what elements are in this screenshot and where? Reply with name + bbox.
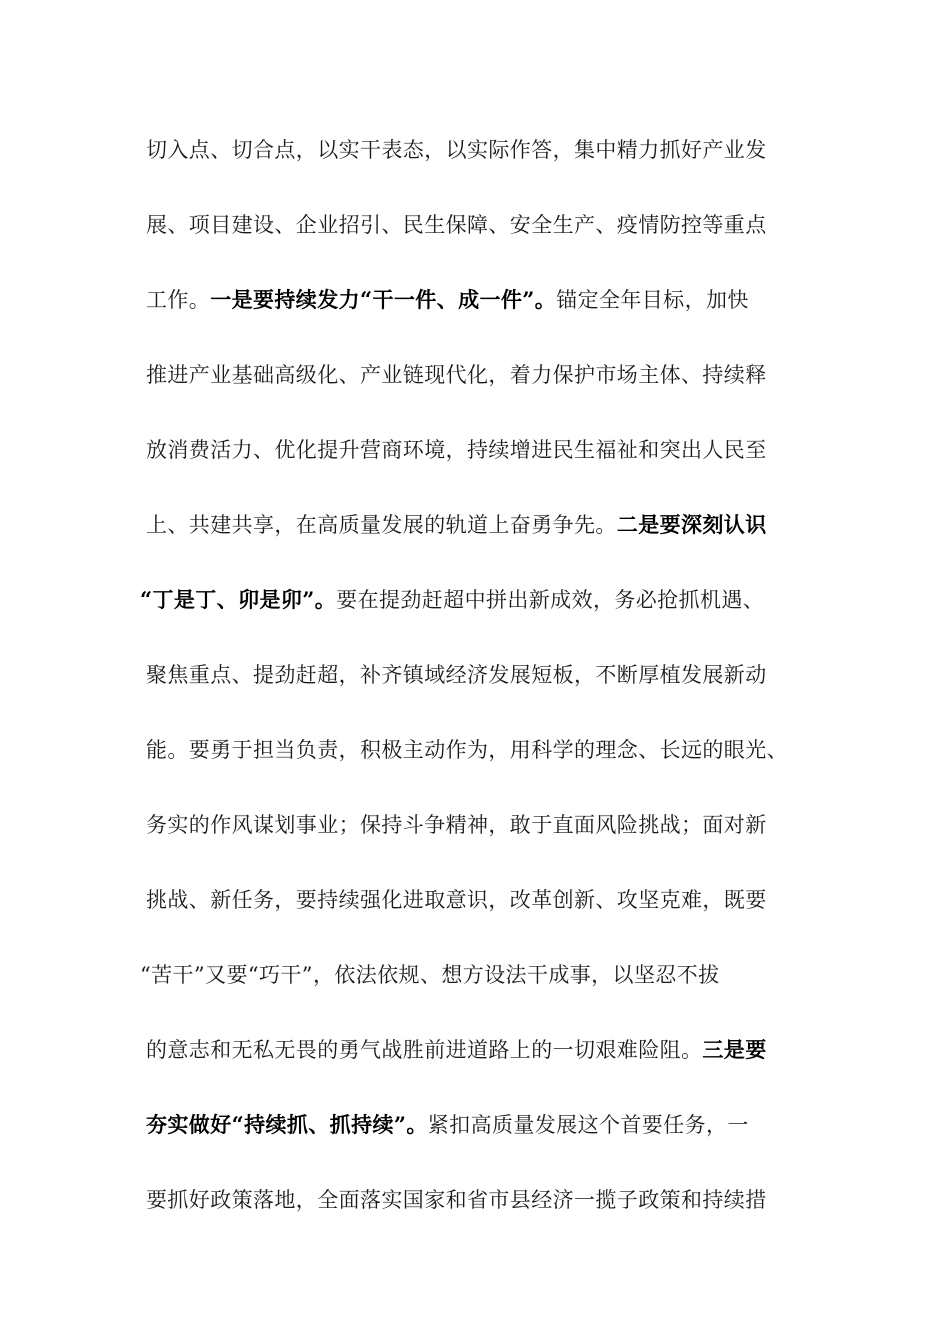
paragraph-line xyxy=(146,1108,806,1142)
paragraph-line xyxy=(146,883,806,917)
bold-heading-segment: “丁是丁、卯是卯”。 xyxy=(140,587,337,612)
text-segment: 要抓好政策落地，全面落实国家和省市县经济一揽子政策和持续措 xyxy=(146,1188,767,1212)
text-segment: 工作。 xyxy=(146,288,211,312)
paragraph-line xyxy=(140,583,800,617)
text-segment: 要在提劲赶超中拼出新成效，务必抢抓机遇、 xyxy=(336,588,765,612)
text-segment: 挑战、新任务，要持续强化进取意识，改革创新、攻坚克难，既要 xyxy=(146,888,767,912)
paragraph-line xyxy=(146,133,806,167)
text-segment: 切入点、切合点，以实干表态，以实际作答，集中精力抓好产业发 xyxy=(146,138,767,162)
text-segment: 推进产业基础高级化、产业链现代化，着力保护市场主体、持续释 xyxy=(146,363,767,387)
text-segment: 紧扣高质量发展这个首要任务，一 xyxy=(427,1113,749,1137)
text-segment: 务实的作风谋划事业；保持斗争精神，敢于直面风险挑战；面对新 xyxy=(146,813,767,837)
text-segment: 放消费活力、优化提升营商环境，持续增进民生福祉和突出人民至 xyxy=(146,438,767,462)
text-segment: 锚定全年目标，加快 xyxy=(556,288,749,312)
bold-heading-segment: 三是要 xyxy=(702,1037,767,1062)
bold-heading-segment: 一是要持续发力“干一件、成一件”。 xyxy=(210,287,557,312)
bold-heading-segment: 夯实做好“持续抓、抓持续”。 xyxy=(146,1112,428,1137)
paragraph-line xyxy=(146,358,806,392)
text-segment: 的意志和无私无畏的勇气战胜前进道路上的一切艰难险阻。 xyxy=(146,1038,703,1062)
paragraph-line xyxy=(146,1033,806,1067)
text-segment: 聚焦重点、提劲赶超，补齐镇域经济发展短板，不断厚植发展新动 xyxy=(146,663,767,687)
paragraph-line xyxy=(146,508,806,542)
paragraph-line xyxy=(146,658,806,692)
paragraph-line xyxy=(146,808,806,842)
paragraph-line xyxy=(146,283,806,317)
paragraph-line xyxy=(140,958,800,992)
paragraph-line xyxy=(146,733,806,767)
paragraph-line xyxy=(146,433,806,467)
paragraph-line xyxy=(146,1183,806,1217)
text-segment: 上、共建共享，在高质量发展的轨道上奋勇争先。 xyxy=(146,513,617,537)
text-segment: 能。要勇于担当负责，积极主动作为，用科学的理念、长远的眼光、 xyxy=(146,738,788,762)
paragraph-line xyxy=(146,208,806,242)
bold-heading-segment: 二是要深刻认识 xyxy=(616,512,767,537)
text-segment: 展、项目建设、企业招引、民生保障、安全生产、疫情防控等重点 xyxy=(146,213,767,237)
text-segment: “苦干”又要“巧干”，依法依规、想方设法干成事，以坚忍不拔 xyxy=(140,963,720,987)
